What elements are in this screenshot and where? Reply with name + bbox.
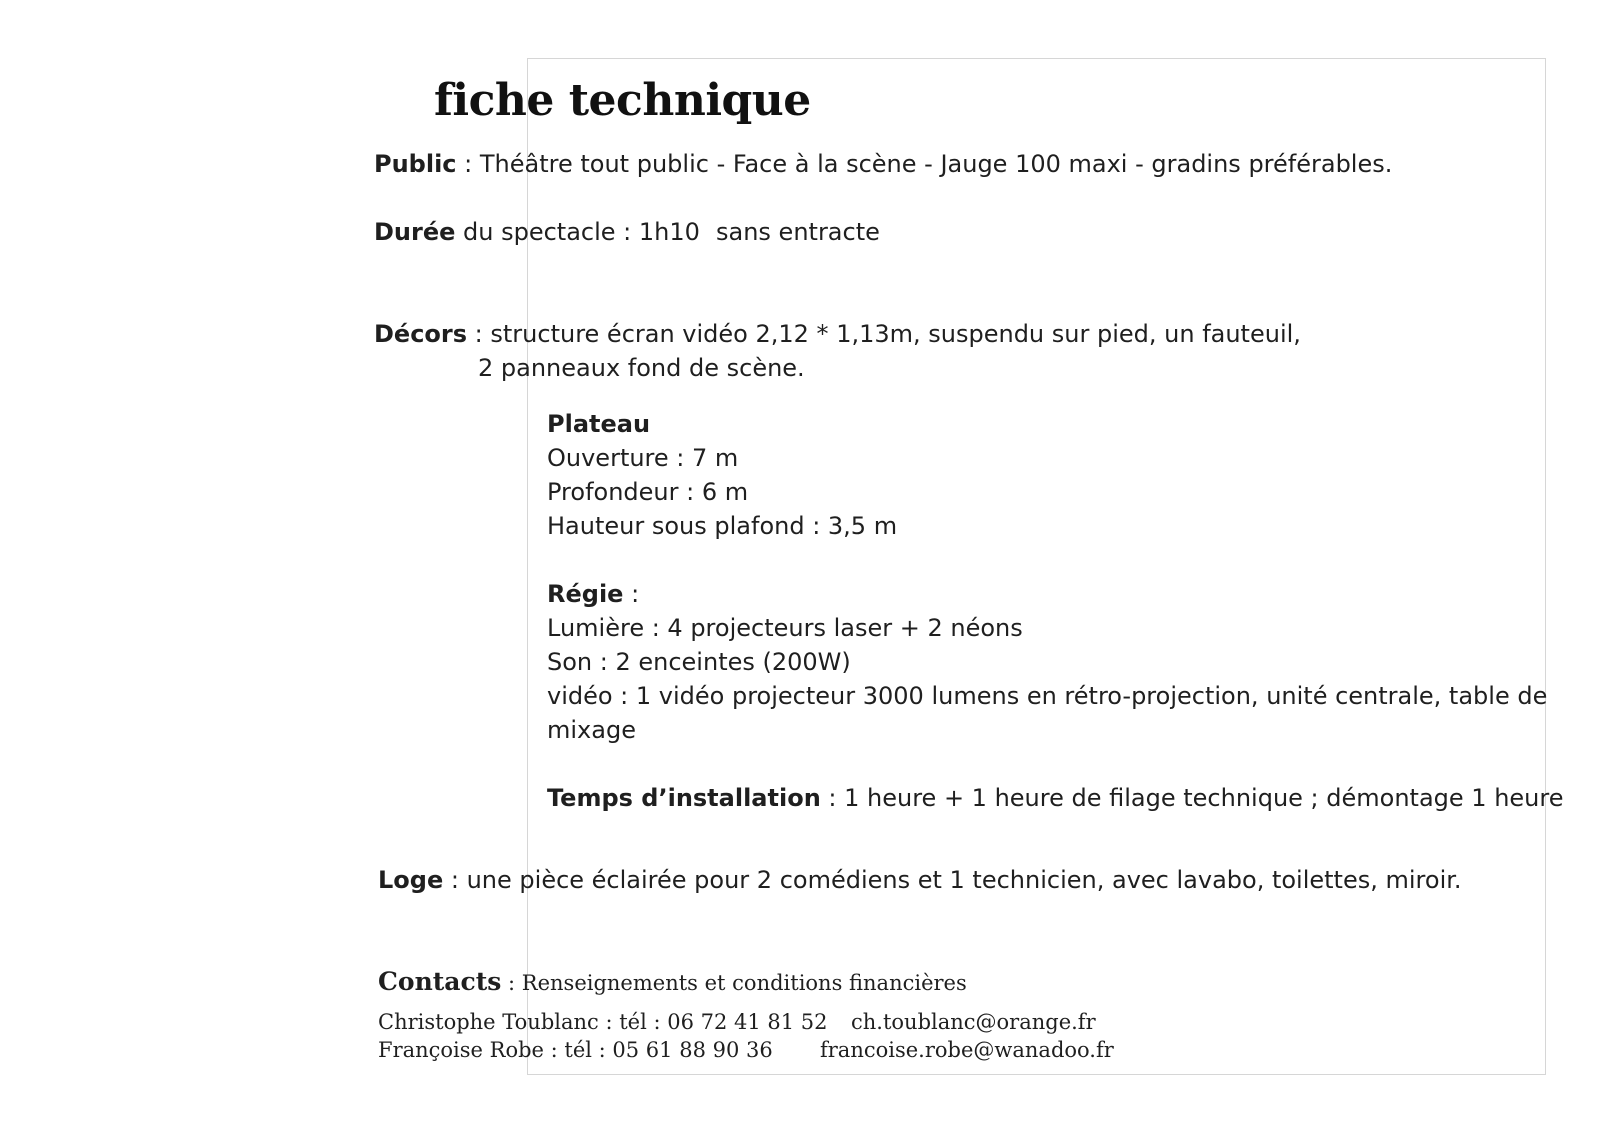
contacts-heading: Contacts : Renseignements et conditions financières [378,967,967,996]
contact-robe: Françoise Robe : tél : 05 61 88 90 36 [378,1038,773,1062]
contacts-subtitle: Renseignements et conditions financières [521,971,967,995]
contact-toublanc: Christophe Toublanc : tél : 06 72 41 81 52 [378,1010,828,1034]
public-text: : Théâtre tout public - Face à la scène - Jauge 100 maxi - gradins préférables. [456,150,1393,178]
plateau-profondeur: Profondeur : 6 m [547,478,749,506]
duree-line [374,218,700,246]
decors-line-2: 2 panneaux fond de scène. [478,354,805,382]
plateau-heading: Plateau [547,410,651,438]
loge-line [378,866,1462,894]
duree-text: du spectacle : 1h10 [455,218,700,246]
loge-text: : une pièce éclairée pour 2 comédiens et 1 technicien, avec lavabo, toilettes, miroir. [443,866,1462,894]
regie-video: vidéo : 1 vidéo projecteur 3000 lumens en rétro-projection, unité centrale, table de [547,682,1548,710]
plateau-ouverture: Ouverture : 7 m [547,444,739,472]
duree-extra: sans entracte [716,218,880,246]
page-frame [527,58,1546,1075]
public-line [374,150,1392,178]
plateau-hauteur: Hauteur sous plafond : 3,5 m [547,512,898,540]
page-title: fiche technique [434,75,811,126]
regie-lumiere: Lumière : 4 projecteurs laser + 2 néons [547,614,1023,642]
duree-label: Durée [374,218,456,246]
decors-label: Décors [374,320,468,348]
contacts-label: Contacts [378,967,502,996]
installation-line [547,784,1563,812]
decors-text: : structure écran vidéo 2,12 * 1,13m, suspendu sur pied, un fauteuil, [467,320,1301,348]
decors-line [374,320,1301,348]
installation-text: : 1 heure + 1 heure de filage technique ; démontage 1 heure [820,784,1564,812]
contact-toublanc-email[interactable]: ch.toublanc@orange.fr [851,1010,1096,1034]
installation-label: Temps d’installation [547,784,821,812]
public-label: Public [374,150,457,178]
loge-label: Loge [378,866,444,894]
contact-robe-email[interactable]: francoise.robe@wanadoo.fr [820,1038,1114,1062]
regie-heading: Régie : [547,580,640,608]
regie-video-2: mixage [547,716,636,744]
regie-son: Son : 2 enceintes (200W) [547,648,851,676]
